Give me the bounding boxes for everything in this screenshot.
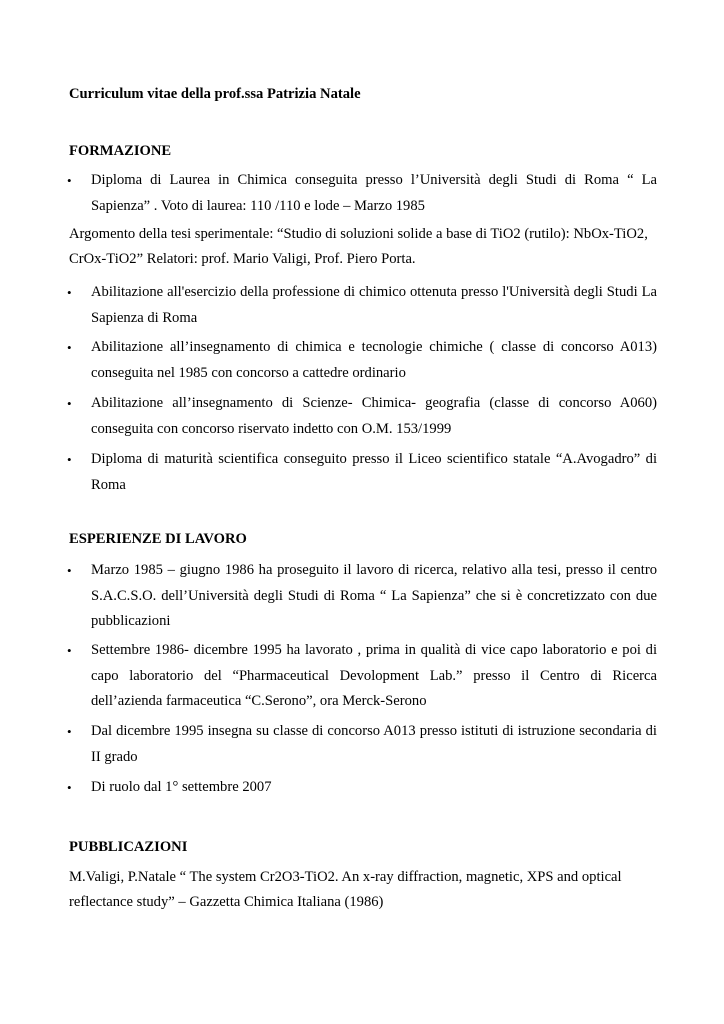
list-item-text: Di ruolo dal 1° settembre 2007 (91, 779, 272, 795)
bullet-icon: • (67, 340, 72, 355)
list-item (67, 775, 657, 801)
bullet-icon: • (67, 563, 72, 578)
publication-line-2: reflectance study” – Gazzetta Chimica Italiana (1986) (69, 894, 384, 910)
bullet-icon: • (67, 780, 72, 795)
publication-line-1: M.Valigi, P.Natale “ The system Cr2O3-TiO2. An x-ray diffraction, magnetic, XPS and optical (69, 869, 622, 885)
bullet-icon: • (67, 396, 72, 411)
list-item-text: Marzo 1985 – giugno 1986 ha proseguito il lavoro di ricerca, relativo alla tesi, presso il centro S.A.C.S.O. dell’Università degli Studi di Roma “ La Sapienza” che si è concretizzato con due pubblicazioni (91, 562, 657, 629)
list-item-text: Abilitazione all’insegnamento di Scienze- Chimica- geografia (classe di concorso A060) conseguita con concorso riservato indetto con O.M. 153/1999 (91, 395, 657, 437)
list-item-text: Abilitazione all’insegnamento di chimica e tecnologie chimiche ( classe di concorso A013) conseguita nel 1985 con concorso a cattedre ordinario (91, 339, 657, 381)
bullet-icon: • (67, 452, 72, 467)
section-heading-formazione: FORMAZIONE (69, 143, 172, 159)
list-item-text: Abilitazione all'esercizio della professione di chimico ottenuta presso l'Università degli Studi La Sapienza di Roma (91, 284, 657, 326)
list-item-text: Dal dicembre 1995 insegna su classe di concorso A013 presso istituti di istruzione secondaria di II grado (91, 723, 657, 765)
section-heading-pubblicazioni: PUBBLICAZIONI (69, 839, 188, 855)
list-item (67, 280, 657, 332)
bullet-icon: • (67, 643, 72, 658)
list-item (67, 391, 657, 443)
list-item-text: Diploma di Laurea in Chimica conseguita presso l’Università degli Studi di Roma “ La Sapienza” . Voto di laurea: 110 /110 e lode – Marzo 1985 (91, 172, 657, 214)
list-item (67, 335, 657, 387)
thesis-line-2: CrOx-TiO2” Relatori: prof. Mario Valigi, Prof. Piero Porta. (69, 251, 416, 267)
list-item (67, 168, 657, 220)
list-item (67, 558, 657, 636)
document-title: Curriculum vitae della prof.ssa Patrizia Natale (69, 86, 361, 102)
list-item (67, 719, 657, 771)
thesis-line-1: Argomento della tesi sperimentale: “Studio di soluzioni solide a base di TiO2 (rutilo): NbOx-TiO2, (69, 226, 648, 242)
bullet-icon: • (67, 173, 72, 188)
list-item (67, 447, 657, 499)
list-item-text: Diploma di maturità scientifica conseguito presso il Liceo scientifico statale “A.Avogadro” di Roma (91, 451, 657, 493)
section-heading-esperienze: ESPERIENZE DI LAVORO (69, 531, 247, 547)
bullet-icon: • (67, 724, 72, 739)
list-item (67, 638, 657, 716)
list-item-text: Settembre 1986- dicembre 1995 ha lavorato , prima in qualità di vice capo laboratorio e poi di capo laboratorio del “Pharmaceutical Devolopment Lab.” presso il Centro di Ricerca dell’azienda farmaceutica “C.Serono”, ora Merck-Serono (91, 642, 657, 709)
bullet-icon: • (67, 285, 72, 300)
